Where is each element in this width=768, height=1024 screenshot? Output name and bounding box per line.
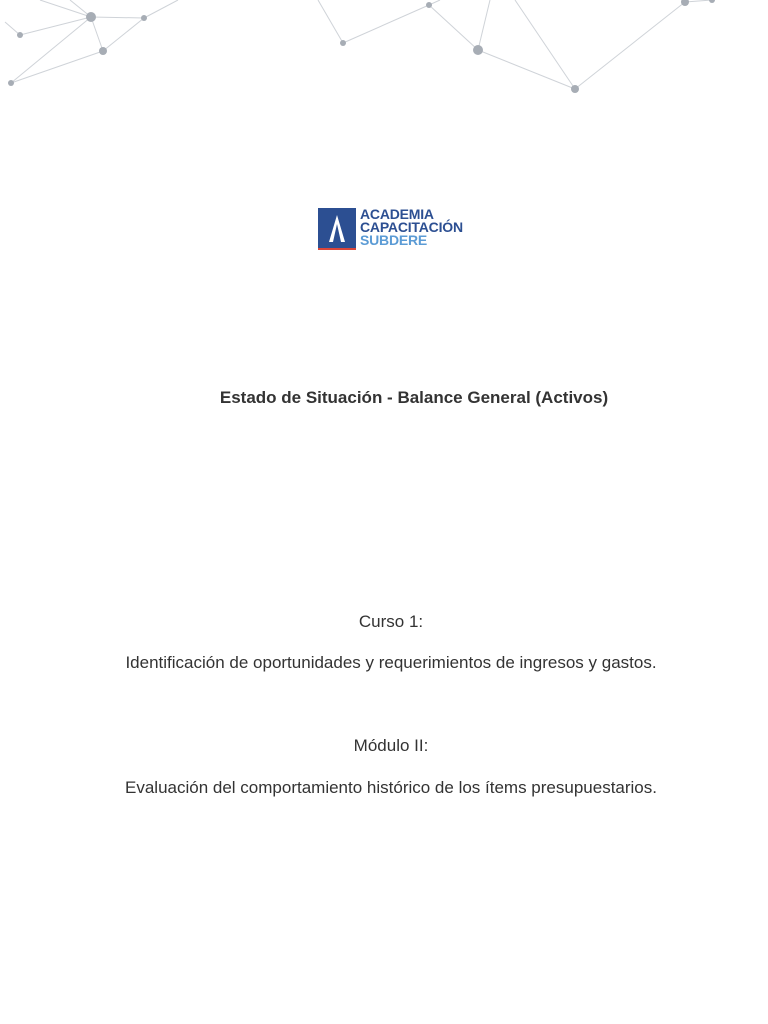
logo-line-capacitacion: CAPACITACIÓN xyxy=(360,219,463,235)
course-label: Curso 1: xyxy=(358,612,424,631)
academia-logo xyxy=(318,208,463,252)
course-name: Identificación de oportunidades y requerimientos de ingresos y gastos. xyxy=(125,653,657,672)
module-name: Evaluación del comportamiento histórico de los ítems presupuestarios. xyxy=(125,778,657,797)
logo-text xyxy=(360,208,463,247)
document-title: Estado de Situación - Balance General (Activos) xyxy=(219,388,609,407)
logo-a-icon xyxy=(318,208,356,250)
module-label: Módulo II: xyxy=(353,736,429,755)
logo-line-academia: ACADEMIA xyxy=(360,206,434,222)
logo-line-subdere: SUBDERE xyxy=(360,232,428,248)
network-graph-icon xyxy=(0,0,768,100)
